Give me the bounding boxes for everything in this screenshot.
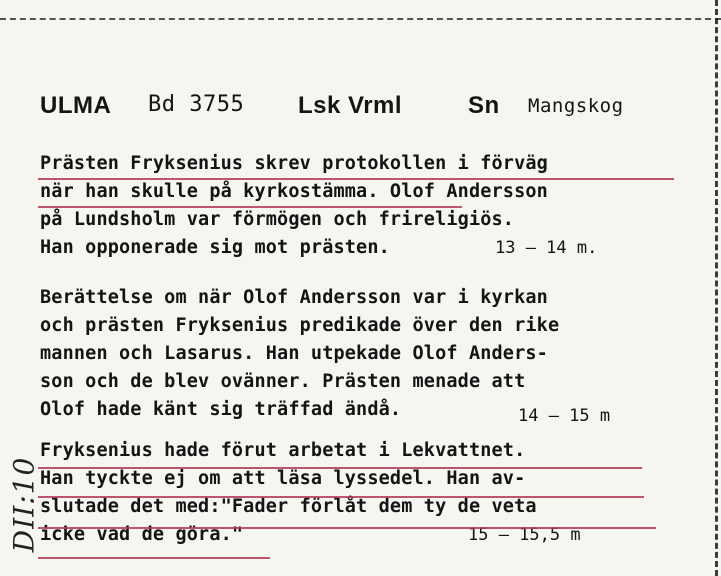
time-marker: 13 – 14 m. [495,238,598,258]
underline-mark [38,206,462,208]
card-right-edge [715,0,718,576]
text-line: Olof hade känt sig träffad ändå. [40,399,402,420]
underline-mark [38,496,644,498]
text-line: på Lundsholm var förmögen och frireligiös. [40,209,515,230]
parish-name: Mangskog [528,95,624,117]
text-line: Fryksenius hade förut arbetat i Lekvattnet. [40,440,526,461]
volume-number: Bd 3755 [148,92,245,117]
underline-mark [38,557,270,559]
underline-mark [38,178,674,180]
text-line: och prästen Fryksenius predikade över den rike [40,315,560,336]
margin-note [6,448,46,558]
time-marker: 15 – 15,5 m [468,525,581,545]
text-line: när han skulle på kyrkostämma. Olof Andersson [40,181,548,202]
text-line: Han opponerade sig mot prästen. [40,237,390,258]
paragraph-3 [40,437,581,549]
text-line: son och de blev ovänner. Prästen menade att [40,371,526,392]
archive-code: ULMA [40,92,112,119]
text-line: slutade det med:"Fader förlåt dem ty de veta [40,496,537,517]
card-top-edge [0,18,721,20]
time-marker: 14 – 15 m [518,406,611,426]
margin-note-text: DII:10 [7,456,41,553]
landscape-code: Lsk Vrml [298,92,403,119]
text-line: mannen och Lasarus. Han utpekade Olof Anders- [40,343,548,364]
underline-mark [38,467,642,469]
paragraph-2 [40,284,611,426]
text-line: icke vad de göra." [40,524,244,545]
underline-mark [38,527,656,529]
text-line: Prästen Fryksenius skrev protokollen i förväg [40,153,548,174]
parish-label: Sn [468,92,500,119]
text-line: Han tyckte ej om att läsa lyssedel. Han av- [40,468,526,489]
card-header [40,92,680,124]
text-line: Berättelse om när Olof Andersson var i kyrkan [40,287,548,308]
